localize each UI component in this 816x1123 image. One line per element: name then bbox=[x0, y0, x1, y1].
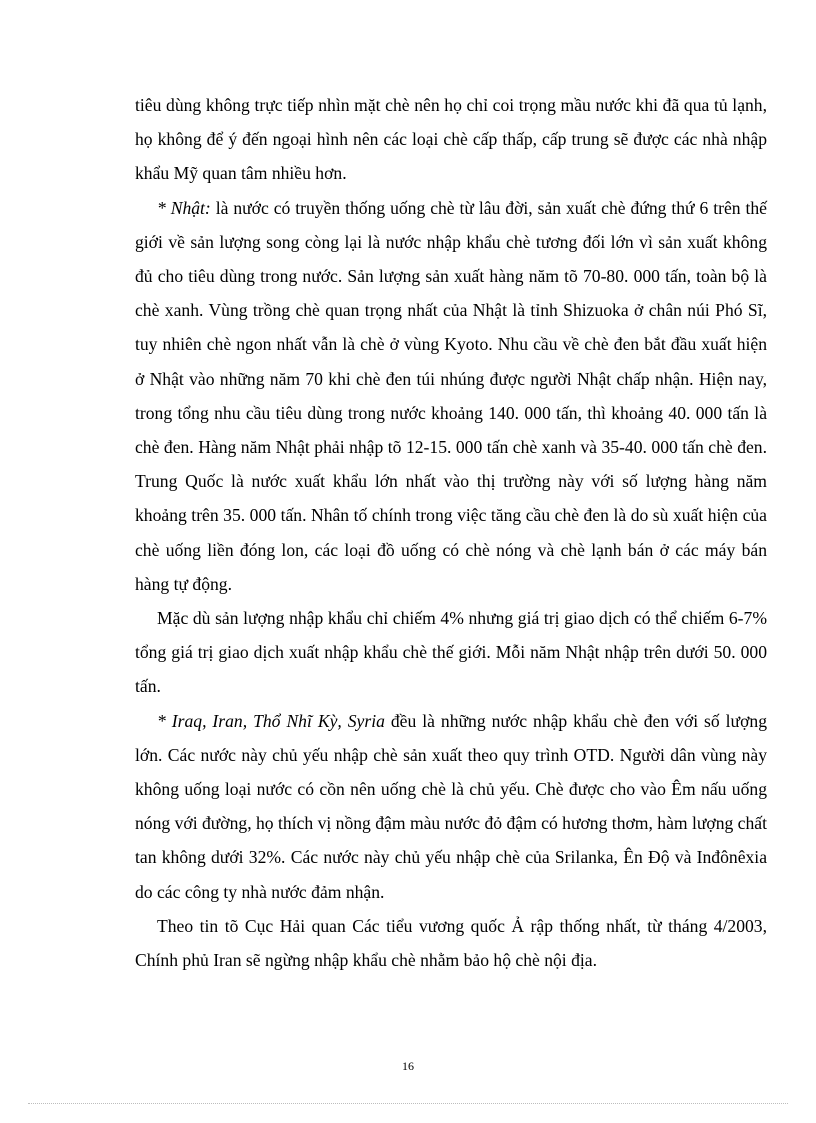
page-body bbox=[135, 88, 767, 977]
paragraph-3-text: Mặc dù sản lượng nhập khẩu chỉ chiếm 4% nhưng giá trị giao dịch có thể chiếm 6-7% tổng giá trị giao dịch xuất nhập khẩu chè thế giới. Mỗi năm Nhật nhập trên dưới 50. 000 tấn. bbox=[135, 608, 767, 697]
paragraph-4-text: đều là những nước nhập khẩu chè đen với số lượng lớn. Các nước này chủ yếu nhập chè sản xuất theo quy trình OTD. Người dân vùng này không uống loại nước có cồn nên uống chè là chủ yếu. Chè được cho vào Êm nấu uống nóng với đường, họ thích vị nồng đậm màu nước đỏ đậm có hương thơm, hàm lượng chất tan không dưới 32%. Các nước này chủ yếu nhập chè của Srilanka, Ên Độ và Inđônêxia do các công ty nhà nước đảm nhận. bbox=[135, 710, 767, 902]
paragraph-1 bbox=[135, 88, 767, 191]
paragraph-1-text: tiêu dùng không trực tiếp nhìn mặt chè nên họ chỉ coi trọng mầu nước khi đã qua tủ lạnh, họ không để ý đến ngoại hình nên các loại chè cấp thấp, cấp trung sẽ được các nhà nhập khẩu Mỹ quan tâm nhiều hơn. bbox=[135, 95, 767, 184]
paragraph-3 bbox=[135, 601, 767, 704]
paragraph-2-lead: * Nhật: bbox=[157, 197, 211, 218]
paragraph-5 bbox=[135, 909, 767, 977]
page-bottom-divider bbox=[28, 1103, 788, 1104]
paragraph-5-text: Theo tin tõ Cục Hải quan Các tiểu vương quốc Ả rập thống nhất, từ tháng 4/2003, Chính phủ Iran sẽ ngừng nhập khẩu chè nhằm bảo hộ chè nội địa. bbox=[135, 915, 767, 971]
paragraph-4 bbox=[135, 704, 767, 909]
paragraph-2-text: là nước có truyền thống uống chè từ lâu đời, sản xuất chè đứng thứ 6 trên thế giới về sản lượng song còng lại là nước nhập khẩu chè tương đối lớn vì sản xuất không đủ cho tiêu dùng trong nước. Sản lượng sản xuất hàng năm tõ 70-80. 000 tấn, toàn bộ là chè xanh. Vùng trồng chè quan trọng nhất của Nhật là tỉnh Shizuoka ở chân núi Phó Sĩ, tuy nhiên chè ngon nhất vẫn là chè ở vùng Kyoto. Nhu cầu về chè đen bắt đầu xuất hiện ở Nhật vào những năm 70 khi chè đen túi nhúng được người Nhật chấp nhận. Hiện nay, trong tổng nhu cầu tiêu dùng trong nước khoảng 140. 000 tấn, thì khoảng 40. 000 tấn là chè đen. Hàng năm Nhật phải nhập tõ 12-15. 000 tấn chè xanh và 35-40. 000 tấn chè đen. Trung Quốc là nước xuất khẩu lớn nhất vào thị trường này với số lượng hàng năm khoảng trên 35. 000 tấn. Nhân tố chính trong việc tăng cầu chè đen là do sù xuất hiện của chè uống liền đóng lon, các loại đồ uống có chè nóng và chè lạnh bán ở các máy bán hàng tự động. bbox=[135, 197, 767, 594]
page-number: 16 bbox=[402, 1059, 414, 1073]
paragraph-2 bbox=[135, 191, 767, 601]
paragraph-4-lead: * Iraq, Iran, Thổ Nhĩ Kỳ, Syria bbox=[157, 710, 385, 731]
